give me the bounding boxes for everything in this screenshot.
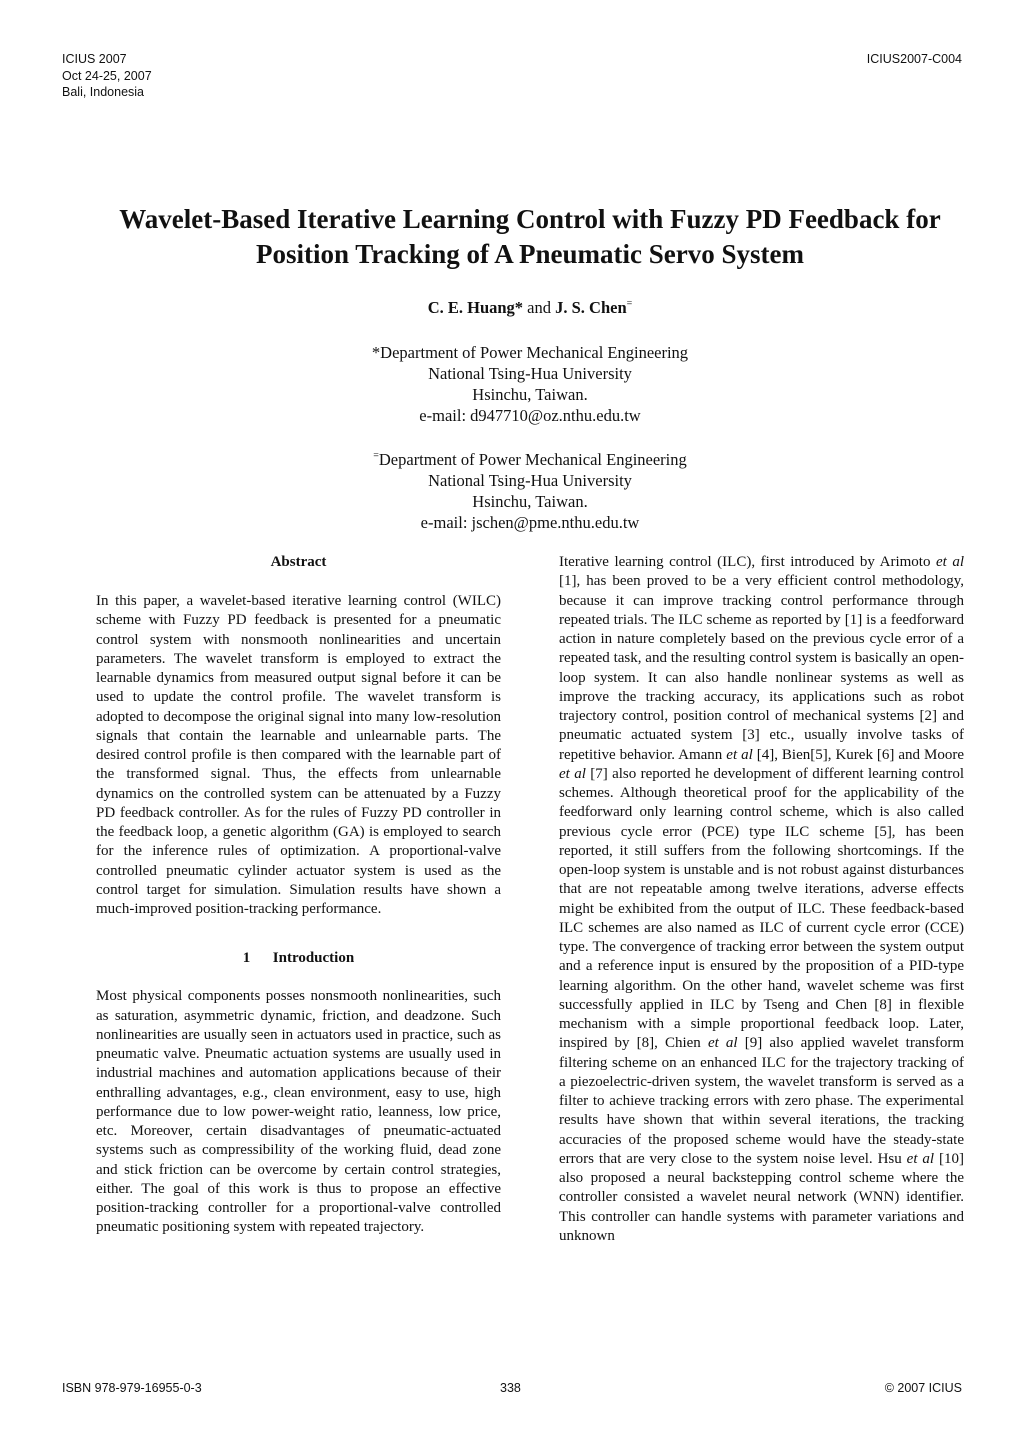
author-2-mark: = — [626, 298, 633, 310]
affiliation-2-dept-line — [0, 449, 1024, 470]
citation-et-al: et al — [559, 765, 586, 782]
affiliation-2-dept: Department of Power Mechanical Engineering — [378, 450, 687, 469]
affiliation-2-mark: = — [373, 450, 379, 462]
introduction-continued-text: Iterative learning control (ILC), first introduced by Arimoto et al [1], has been proved to be a very efficient control methodology, because it can improve tracking control performance through repeated trials. The ILC scheme as reported by [1] is a feedforward action in nature completely based on the previous cycle error of a repeated task, and the resulting control system is basically an open-loop system. It can also handle nonlinear systems as well as improve the tracking accuracy, its applications such as robot trajectory control, position control of mechanical systems [2] and pneumatic actuated system [3] etc., usually involve tasks of repetitive behavior. Amann et al [4], Bien[5], Kurek [6] and Moore et al [7] also reported he development of different learning control schemes. Although theoretical proof for the applicability of the feedforward only learning control scheme, which is also called previous cycle error (PCE) type ILC scheme [5], has been reported, it still suffers from the following shortcomings. If the open-loop system is unstable and is not robust against disturbances that are not repeatable among twelve iterations, adverse effects might be exhibited from the output of ILC. These feedback-based ILC schemes are also named as ILC of current cycle error (CCE) type. The convergence of tracking error between the system output and a reference input is ensured by the proposition of a PID-type learning algorithm. On the other hand, wavelet scheme was first successfully applied in ILC by Tseng and Chen [8] in flexible mechanism with a simple proportional feedback loop. Later, inspired by [8], Chien et al [9] also applied wavelet transform filtering scheme on an enhanced ILC for the trajectory tracking of a piezoelectric-driven system, the wavelet transform is served as a filter to achieve tracking errors with zero phase. The experimental results have shown that within several iterations, the tracking accuracies of the proposed scheme would have the steady-state errors that are very close to the system noise level. Hsu et al [10] also proposed a neural backstepping control scheme where the controller consisted a wavelet neural network (WNN) identifier. This controller can handle systems with parameter variations and unknown — [559, 554, 965, 1244]
citation-et-al: et al — [906, 1150, 935, 1167]
right-column — [559, 553, 964, 1246]
author-conjunction: and — [523, 298, 556, 317]
affiliation-2-email: e-mail: jschen@pme.nthu.edu.tw — [420, 513, 640, 532]
author-2: J. S. Chen — [555, 298, 627, 317]
paper-id: ICIUS2007-C004 — [866, 52, 962, 66]
affiliation-1-univ: National Tsing-Hua University — [428, 364, 632, 383]
conference-header — [62, 51, 152, 101]
citation-et-al: et al — [726, 746, 753, 763]
introduction-heading: 1 Introduction — [242, 950, 355, 967]
abstract-heading: Abstract — [270, 554, 327, 570]
footer-copyright: © 2007 ICIUS — [884, 1381, 962, 1395]
conference-dates: Oct 24-25, 2007 — [62, 68, 152, 83]
abstract-text: In this paper, a wavelet-based iterative learning control (WILC) scheme with Fuzzy PD feedback is presented for a pneumatic control system with nonsmooth nonlinearities and uncertain parameters. The wavelet transform is employed to extract the learnable dynamics from measured output signal before it can be used to update the control profile. The wavelet transform is adopted to decompose the original signal into many low-resolution signals that contain the learnable and unlearnable parts. The desired control profile is then compared with the learnable part of the transformed signal. Thus, the effects from unlearnable dynamics on the controlled system can be attenuated by a Fuzzy PD feedback controller. As for the rules of Fuzzy PD controller in the feedback loop, a genetic algorithm (GA) is employed to search for the inference rules of optimization. A proportional-valve controlled pneumatic cylinder actuator system is used as the control target for simulation. Simulation results have shown a much-improved position-tracking performance. — [96, 593, 501, 917]
left-column — [96, 552, 501, 1238]
introduction-text: Most physical components posses nonsmooth nonlinearities, such as saturation, asymmetric dynamic, friction, and deadzone. Such nonlinearities are usually seen in actuators used in practice, such as pneumatic valve. Pneumatic actuation systems are usually used in industrial machines and automation applications because of their enthralling advantages, e.g., clean environment, easy to use, high performance due to low power-weight ratio, leanness, low price, etc. Moreover, certain disadvantages of pneumatic-actuated systems such as compressibility of the working fluid, dead zone and stick friction can be overcome by certain control strategies, either. The goal of this work is thus to propose an effective position-tracking controller for a proportional-valve controlled pneumatic positioning system with repeated trajectory. — [96, 988, 501, 1236]
conference-location: Bali, Indonesia — [62, 85, 145, 99]
affiliation-2-city: Hsinchu, Taiwan. — [472, 492, 588, 511]
affiliation-2-univ: National Tsing-Hua University — [428, 471, 632, 490]
affiliation-1-city: Hsinchu, Taiwan. — [472, 385, 588, 404]
footer-page-number: 338 — [500, 1381, 521, 1395]
author-list — [0, 298, 1024, 318]
citation-et-al: et al — [707, 1035, 738, 1052]
affiliation-1-dept: *Department of Power Mechanical Engineering — [371, 343, 689, 362]
conference-name: ICIUS 2007 — [62, 52, 127, 66]
affiliation-1 — [0, 342, 1024, 426]
title-line-2: Position Tracking of A Pneumatic Servo System — [256, 239, 804, 269]
title-line-1: Wavelet-Based Iterative Learning Control with Fuzzy PD Feedback for — [119, 204, 941, 234]
footer-isbn: ISBN 978-979-16955-0-3 — [62, 1381, 202, 1395]
citation-et-al: et al — [935, 554, 964, 570]
affiliation-1-email: e-mail: d947710@oz.nthu.edu.tw — [419, 406, 641, 425]
affiliation-2 — [0, 449, 1024, 533]
paper-title — [60, 202, 1000, 272]
author-1: C. E. Huang* — [427, 298, 524, 317]
